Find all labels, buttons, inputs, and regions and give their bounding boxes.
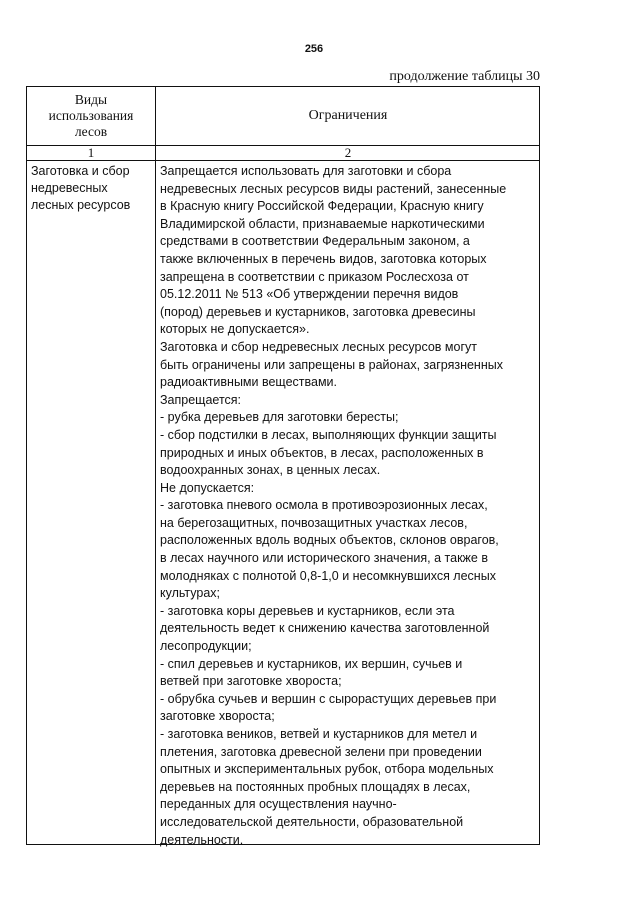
restriction-text-line: - заготовка коры деревьев и кустарников, если эта <box>160 603 455 618</box>
restriction-text-line: лесопродукции; <box>160 639 252 654</box>
restrictions-table <box>26 86 540 845</box>
header-line: Виды <box>74 92 108 107</box>
use-type-line: лесных ресурсов <box>31 198 131 212</box>
restriction-text-line: водоохранных зонах, в ценных лесах. <box>160 463 381 478</box>
restriction-text-line: Запрещается использовать для заготовки и сбора <box>160 164 452 178</box>
restriction-text-line: быть ограничены или запрещены в районах, загрязненных <box>160 357 503 372</box>
header-label: Ограничения <box>308 108 388 123</box>
restriction-text-line: расположенных вдоль водных объектов, склонов оврагов, <box>160 533 499 548</box>
page-number: 256 <box>304 43 324 55</box>
header-line: использования <box>48 108 134 123</box>
restriction-text-line: Владимирской области, признаваемые наркотическими <box>160 216 485 231</box>
restriction-text-line: недревесных лесных ресурсов виды растений, занесенные <box>160 181 507 196</box>
row-restrictions-cell <box>156 161 540 851</box>
restriction-text-line: заготовке хвороста; <box>160 709 275 724</box>
restriction-text-line: Запрещается: <box>160 392 242 407</box>
restriction-text-line: Заготовка и сбор недревесных лесных ресурсов могут <box>160 339 477 354</box>
restriction-text-line: радиоактивными веществами. <box>160 375 338 390</box>
column-number-1: 1 <box>87 145 95 160</box>
restriction-text-line: ветвей при заготовке хвороста; <box>160 674 342 689</box>
restriction-text-line: в лесах научного или исторического значения, а также в <box>160 551 488 566</box>
restriction-text-line: также включенных в перечень видов, заготовка которых <box>160 251 487 266</box>
use-type-line: недревесных <box>31 181 108 195</box>
restriction-text-line: - заготовка пневого осмола в противоэрозионных лесах, <box>160 498 488 513</box>
header-cell-use-types <box>27 87 155 145</box>
restriction-text-line: Не допускается: <box>160 480 255 495</box>
restriction-text-line: которых не допускается». <box>160 322 310 337</box>
restriction-text-line: (пород) деревьев и кустарников, заготовка древесины <box>160 304 476 319</box>
row-use-type-cell <box>27 161 155 216</box>
restriction-text-line: опытных и экспериментальных рубок, отбора модельных <box>160 762 494 777</box>
restriction-text-line: молодняках с полнотой 0,8-1,0 и несомкнувшихся лесных <box>160 568 496 583</box>
header-cell-restrictions <box>156 87 540 145</box>
table-continuation-label: продолжение таблицы 30 <box>389 69 540 84</box>
restriction-text-line: деятельности. <box>160 832 244 847</box>
restriction-text-line: деятельность ведет к снижению качества заготовленной <box>160 621 490 636</box>
restriction-text-line: запрещена в соответствии с приказом Рослесхоза от <box>160 269 469 284</box>
restriction-text-line: исследовательской деятельности, образовательной <box>160 814 464 829</box>
restriction-text-line: - заготовка веников, ветвей и кустарников для метел и <box>160 727 478 741</box>
restriction-text-line: культурах; <box>160 586 221 601</box>
use-type-line: Заготовка и сбор <box>31 164 130 178</box>
restriction-text-line: природных и иных объектов, в лесах, расположенных в <box>160 445 484 460</box>
restriction-text-line: - сбор подстилки в лесах, выполняющих функции защиты <box>160 427 497 442</box>
header-line: лесов <box>74 124 108 139</box>
column-number-2: 2 <box>344 145 352 160</box>
restriction-text-line: - рубка деревьев для заготовки бересты; <box>160 410 399 425</box>
restriction-text-line: плетения, заготовка древесной зелени при проведении <box>160 744 482 759</box>
restriction-text-line: - спил деревьев и кустарников, их вершин, сучьев и <box>160 656 463 671</box>
restriction-text-line: деревьев на постоянных пробных площадях в лесах, <box>160 779 471 794</box>
restriction-text-line: 05.12.2011 № 513 «Об утверждении перечня видов <box>160 287 459 302</box>
restriction-text-line: - обрубка сучьев и вершин с сырорастущих деревьев при <box>160 691 497 706</box>
restriction-text-line: средствами в соответствии Федеральным законом, а <box>160 234 470 249</box>
restriction-text-line: в Красную книгу Российской Федерации, Красную книгу <box>160 199 484 214</box>
restriction-text-line: переданных для осуществления научно- <box>160 797 397 812</box>
restriction-text-line: на берегозащитных, почвозащитных участках лесов, <box>160 515 468 530</box>
